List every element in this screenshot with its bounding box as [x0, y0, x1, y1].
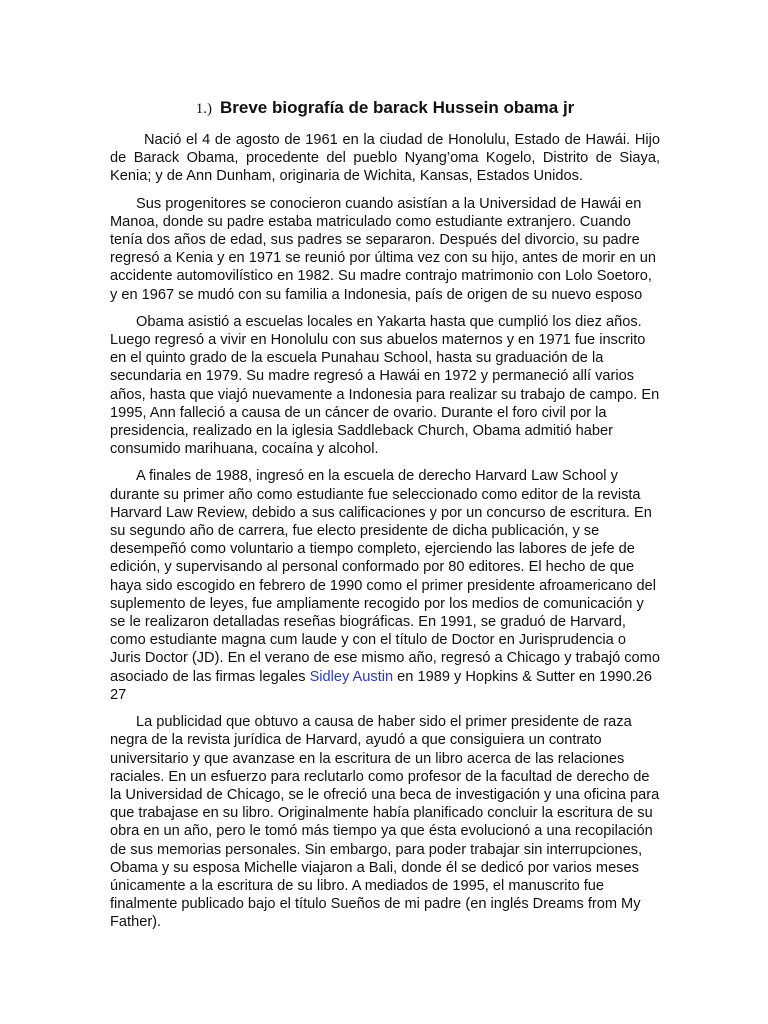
heading-title: Breve biografía de barack Hussein obama jr [220, 98, 575, 117]
paragraph-harvard [110, 467, 660, 704]
document-page [110, 96, 660, 941]
paragraph-book: La publicidad que obtuvo a causa de haber sido el primer presidente de raza negra de la revista jurídica de Harvard, ayudó a que consiguiera un contrato universitario y que avanzase en la escritura de un libro acerca de las relaciones raciales. En un esfuerzo para reclutarlo como profesor de la facultad de derecho de la Universidad de Chicago, se le ofreció una beca de investigación y una oficina para que trabajase en su libro. Originalmente había planificado concluir la escritura de su obra en un año, pero le tomó más tiempo ya que ésta evolucionó a una recopilación de sus memorias personales. Sin embargo, para poder trabajar sin interrupciones, Obama y su esposa Michelle viajaron a Bali, donde él se dedicó por varios meses únicamente a la escritura de su libro. A mediados de 1995, el manuscrito fue finalmente publicado bajo el título Sueños de mi padre (en inglés Dreams from My Father). [110, 714, 660, 931]
paragraph-parents: Sus progenitores se conocieron cuando asistían a la Universidad de Hawái en Manoa, donde su padre estaba matriculado como estudiante extranjero. Cuando tenía dos años de edad, sus padres se separaron. Después del divorcio, su padre regresó a Kenia y en 1971 se reunió por última vez con su hijo, antes de morir en un accidente automovilístico en 1982. Su madre contrajo matrimonio con Lolo Soetoro, y en 1967 se mudó con su familia a Indonesia, país de origen de su nuevo esposo [110, 195, 656, 303]
document-heading [110, 96, 660, 121]
sidley-austin-link[interactable]: Sidley Austin [309, 668, 394, 685]
paragraph-harvard-text-before: A finales de 1988, ingresó en la escuela de derecho Harvard Law School y durante su primer año como estudiante fue seleccionado como editor de la revista Harvard Law Review, debido a sus calificaciones y por un concurso de escritura. En su segundo año de carrera, fue electo presidente de dicha publicación, y se desempeñó como voluntario a tiempo completo, ejerciendo las labores de jefe de edición, y supervisando al personal conformado por 80 editores. El hecho de que haya sido escogido en febrero de 1990 como el primer presidente afroamericano del suplemento de leyes, fue ampliamente recogido por los medios de comunicación y se le realizaron detalladas reseñas biográficas. En 1991, se graduó de Harvard, como estudiante magna cum laude y con el título de Doctor en Jurisprudencia o Juris Doctor (JD). En el verano de ese mismo año, regresó a Chicago y trabajó como asociado de las firmas legales [110, 468, 660, 685]
paragraph-childhood: Obama asistió a escuelas locales en Yakarta hasta que cumplió los diez años. Luego regresó a vivir en Honolulu con sus abuelos maternos y en 1971 fue inscrito en el quinto grado de la escuela Punahau School, hasta su graduación de la secundaria en 1979. Su madre regresó a Hawái en 1972 y permaneció allí varios años, hasta que viajó nuevamente a Indonesia para realizar su trabajo de campo. En 1995, Ann falleció a causa de un cáncer de ovario. Durante el foro civil por la presidencia, realizado en la iglesia Saddleback Church, Obama admitió haber consumido marihuana, cocaína y alcohol. [110, 313, 660, 458]
paragraph-harvard-text-after: en 1989 y Hopkins & Sutter en 1990.26 27 [110, 668, 652, 703]
heading-number: 1.) [195, 101, 212, 117]
paragraph-birth: Nació el 4 de agosto de 1961 en la ciudad de Honolulu, Estado de Hawái. Hijo de Barack Obama, procedente del pueblo Nyang’oma Kogelo, Distrito de Siaya, Kenia; y de Ann Dunham, originaria de Wichita, Kansas, Estados Unidos. [110, 132, 660, 185]
